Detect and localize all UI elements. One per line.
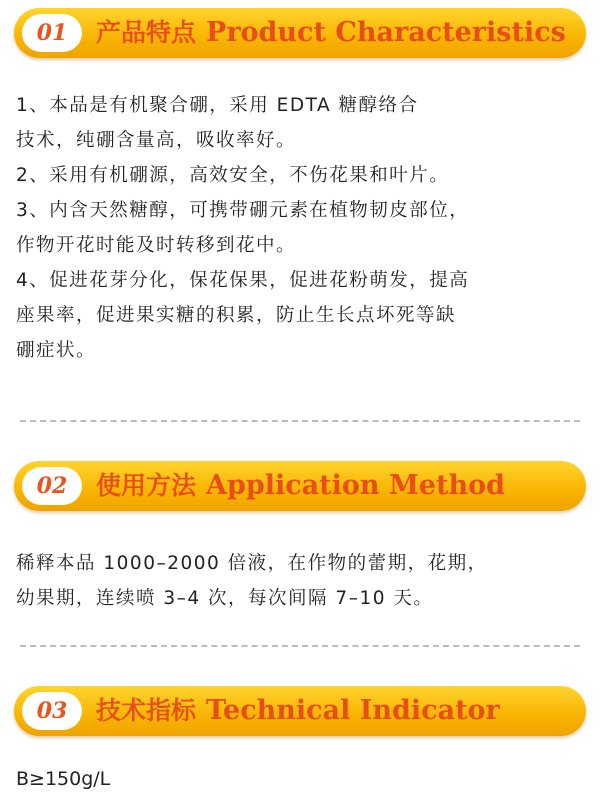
section-number: 02 [36, 473, 68, 499]
section-title [96, 8, 566, 58]
section-number: 03 [36, 698, 68, 724]
text-line: 座果率，促进果实糖的积累，防止生长点坏死等缺 [16, 305, 457, 326]
text-line: 技术，纯硼含量高，吸收率好。 [16, 130, 297, 151]
section-number-badge [22, 692, 82, 730]
text-line: 幼果期，连续喷 3–4 次，每次间隔 7–10 天。 [16, 588, 434, 609]
section-header-application-method [14, 461, 586, 511]
section-title-en: Application Method [206, 470, 505, 501]
text-line: 2、采用有机硼源，高效安全，不伤花果和叶片。 [16, 165, 450, 186]
text-line: 1、本品是有机聚合硼，采用 EDTA 糖醇络合 [16, 95, 419, 116]
section-number-badge [22, 14, 82, 52]
text-line: 硼症状。 [16, 340, 97, 361]
section-title-cn: 产品特点 [96, 18, 197, 47]
method-text [16, 546, 591, 616]
dashed-divider [20, 645, 580, 647]
section-title [96, 461, 505, 511]
section-title-cn: 使用方法 [96, 471, 197, 500]
section-header-product-characteristics [14, 8, 586, 58]
section-title-cn: 技术指标 [96, 696, 197, 725]
text-line: 3、内含天然糖醇，可携带硼元素在植物韧皮部位， [16, 200, 470, 221]
text-line: 4、促进花芽分化，保花保果，促进花粉萌发，提高 [16, 270, 470, 291]
section-title [96, 686, 500, 736]
section-number: 01 [36, 20, 68, 46]
section-number-badge [22, 467, 82, 505]
text-line: 作物开花时能及时转移到花中。 [16, 235, 297, 256]
section-title-en: Product Characteristics [206, 17, 566, 48]
dashed-divider [20, 420, 580, 422]
boron-content-spec: B≥150g/L [16, 768, 111, 790]
section-title-en: Technical Indicator [206, 695, 500, 726]
text-line: 稀释本品 1000–2000 倍液，在作物的蕾期，花期， [16, 553, 488, 574]
characteristics-text [16, 88, 591, 368]
section-header-technical-indicator [14, 686, 586, 736]
